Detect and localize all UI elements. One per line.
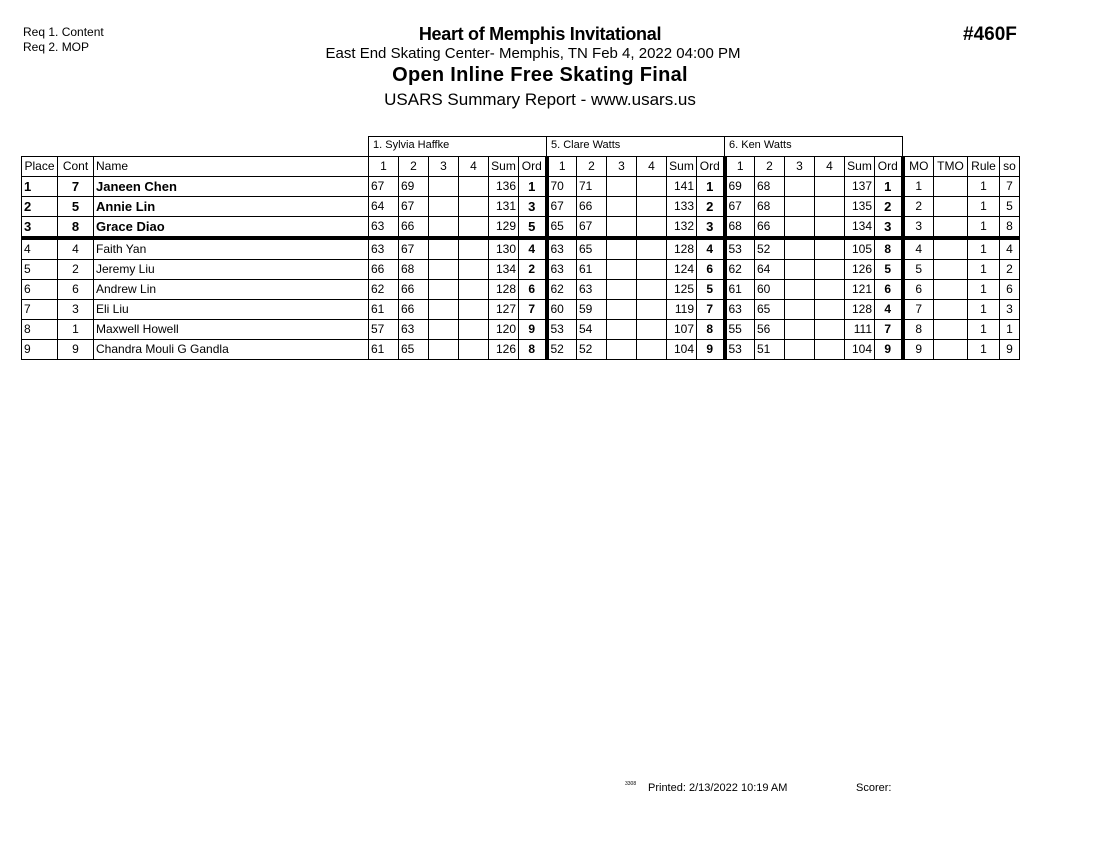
judge-1-score-1: 64 [369, 197, 399, 217]
judge-1-ordinal: 7 [519, 300, 547, 320]
judge-1-sum: 126 [489, 340, 519, 360]
judge-2-score-1: 60 [547, 300, 577, 320]
cont-cell: 1 [58, 320, 94, 340]
so-cell: 5 [1000, 197, 1020, 217]
judge-2-score-4 [637, 280, 667, 300]
col-j3-1: 1 [725, 157, 755, 177]
cont-cell: 4 [58, 238, 94, 260]
judge-3-score-3 [785, 260, 815, 280]
tmo-cell [934, 260, 968, 280]
judge-1-score-4 [459, 238, 489, 260]
judge-2-score-4 [637, 340, 667, 360]
table-row [22, 238, 1020, 260]
judge-2-score-3 [607, 238, 637, 260]
judge-3-sum: 134 [845, 217, 875, 239]
tmo-cell [934, 238, 968, 260]
judge-1-score-4 [459, 197, 489, 217]
tmo-cell [934, 300, 968, 320]
judge-2-score-4 [637, 238, 667, 260]
judge-2-ordinal: 7 [697, 300, 725, 320]
judge-2-sum: 125 [667, 280, 697, 300]
cont-cell: 6 [58, 280, 94, 300]
judge-3-score-2: 65 [755, 300, 785, 320]
judge-2-sum: 107 [667, 320, 697, 340]
judge-1-ordinal: 5 [519, 217, 547, 239]
judge-2-sum: 133 [667, 197, 697, 217]
judge-2-score-1: 52 [547, 340, 577, 360]
judge-1-score-3 [429, 238, 459, 260]
table-row [22, 280, 1020, 300]
judge-2-score-3 [607, 197, 637, 217]
judge-1-score-1: 63 [369, 217, 399, 239]
judge-3-score-4 [815, 340, 845, 360]
table-row [22, 340, 1020, 360]
judge-3-sum: 111 [845, 320, 875, 340]
judge-3-sum: 135 [845, 197, 875, 217]
judge-3-ordinal: 5 [875, 260, 903, 280]
tmo-cell [934, 217, 968, 239]
col-j3-3: 3 [785, 157, 815, 177]
judge-2-score-2: 71 [577, 177, 607, 197]
judge-2-score-2: 67 [577, 217, 607, 239]
judge-2-score-1: 70 [547, 177, 577, 197]
col-j2-ord: Ord [697, 157, 725, 177]
mo-cell: 6 [903, 280, 934, 300]
judge-2-score-2: 65 [577, 238, 607, 260]
judge-2-score-1: 53 [547, 320, 577, 340]
judge-2-sum: 128 [667, 238, 697, 260]
competition-title: Heart of Memphis Invitational [418, 24, 662, 44]
judge-2-score-2: 52 [577, 340, 607, 360]
judge-3-ordinal: 1 [875, 177, 903, 197]
judge-2-score-3 [607, 260, 637, 280]
judge-1-score-1: 61 [369, 340, 399, 360]
judge-1-score-2: 67 [399, 238, 429, 260]
skater-name-cell: Chandra Mouli G Gandla [94, 340, 369, 360]
rule-cell: 1 [968, 177, 1000, 197]
judge-1-sum: 128 [489, 280, 519, 300]
judge-2-score-2: 54 [577, 320, 607, 340]
col-j1-1: 1 [369, 157, 399, 177]
judge-1-score-4 [459, 320, 489, 340]
skater-name-cell: Maxwell Howell [94, 320, 369, 340]
mo-cell: 8 [903, 320, 934, 340]
judge-1-score-2: 69 [399, 177, 429, 197]
judge-3-score-4 [815, 300, 845, 320]
judge-1-score-4 [459, 300, 489, 320]
judge-2-sum: 141 [667, 177, 697, 197]
judge-2-ordinal: 5 [697, 280, 725, 300]
skater-name-cell: Annie Lin [94, 197, 369, 217]
place-cell: 3 [22, 217, 58, 239]
requirement-2: Req 2. MOP [23, 40, 90, 54]
tmo-cell [934, 280, 968, 300]
so-cell: 3 [1000, 300, 1020, 320]
judge-2-sum: 119 [667, 300, 697, 320]
rule-cell: 1 [968, 300, 1000, 320]
rule-cell: 1 [968, 197, 1000, 217]
col-j3-ord: Ord [875, 157, 903, 177]
cont-cell: 7 [58, 177, 94, 197]
judge-3-score-4 [815, 197, 845, 217]
judge-3-score-4 [815, 217, 845, 239]
judge-3-ordinal: 2 [875, 197, 903, 217]
event-number: #460F [963, 24, 1017, 45]
judge-2-sum: 124 [667, 260, 697, 280]
judge-3-score-1: 61 [725, 280, 755, 300]
judge-2-ordinal: 2 [697, 197, 725, 217]
judge-1-score-1: 61 [369, 300, 399, 320]
judge-1-score-4 [459, 217, 489, 239]
judge-2-score-2: 59 [577, 300, 607, 320]
judge-2-score-2: 63 [577, 280, 607, 300]
place-cell: 2 [22, 197, 58, 217]
judge-3-name: 6. Ken Watts [725, 137, 903, 157]
judge-3-score-3 [785, 238, 815, 260]
so-cell: 6 [1000, 280, 1020, 300]
col-j1-sum: Sum [489, 157, 519, 177]
judge-2-ordinal: 4 [697, 238, 725, 260]
judge-1-ordinal: 3 [519, 197, 547, 217]
judge-1-score-1: 67 [369, 177, 399, 197]
place-cell: 9 [22, 340, 58, 360]
results-table [21, 136, 1020, 360]
judge-1-score-1: 57 [369, 320, 399, 340]
judge-3-score-1: 68 [725, 217, 755, 239]
judge-1-ordinal: 9 [519, 320, 547, 340]
cont-cell: 8 [58, 217, 94, 239]
col-rule: Rule [968, 157, 1000, 177]
judge-1-ordinal: 1 [519, 177, 547, 197]
col-place: Place [22, 157, 58, 177]
so-cell: 1 [1000, 320, 1020, 340]
judge-3-score-1: 63 [725, 300, 755, 320]
so-cell: 7 [1000, 177, 1020, 197]
judge-3-score-1: 53 [725, 340, 755, 360]
judge-1-ordinal: 4 [519, 238, 547, 260]
so-cell: 9 [1000, 340, 1020, 360]
col-j2-2: 2 [577, 157, 607, 177]
table-row [22, 320, 1020, 340]
col-j3-2: 2 [755, 157, 785, 177]
place-cell: 7 [22, 300, 58, 320]
judge-1-sum: 130 [489, 238, 519, 260]
judge-3-score-1: 55 [725, 320, 755, 340]
place-cell: 1 [22, 177, 58, 197]
judge-3-sum: 126 [845, 260, 875, 280]
skater-name-cell: Andrew Lin [94, 280, 369, 300]
judge-1-score-2: 66 [399, 280, 429, 300]
judge-3-score-3 [785, 177, 815, 197]
judge-3-ordinal: 4 [875, 300, 903, 320]
skater-name-cell: Janeen Chen [94, 177, 369, 197]
judge-3-ordinal: 9 [875, 340, 903, 360]
mo-cell: 2 [903, 197, 934, 217]
table-row [22, 197, 1020, 217]
so-cell: 8 [1000, 217, 1020, 239]
judge-2-score-1: 67 [547, 197, 577, 217]
judge-2-score-1: 63 [547, 238, 577, 260]
judge-1-score-2: 67 [399, 197, 429, 217]
judge-3-ordinal: 8 [875, 238, 903, 260]
judge-2-score-4 [637, 177, 667, 197]
judge-2-ordinal: 1 [697, 177, 725, 197]
place-cell: 8 [22, 320, 58, 340]
col-cont: Cont [58, 157, 94, 177]
judge-1-sum: 136 [489, 177, 519, 197]
judge-2-score-1: 65 [547, 217, 577, 239]
col-j3-4: 4 [815, 157, 845, 177]
col-j3-sum: Sum [845, 157, 875, 177]
judge-2-score-3 [607, 300, 637, 320]
judge-3-ordinal: 3 [875, 217, 903, 239]
judge-2-score-3 [607, 320, 637, 340]
judge-1-score-3 [429, 260, 459, 280]
judge-2-score-3 [607, 177, 637, 197]
judge-2-ordinal: 6 [697, 260, 725, 280]
judge-1-ordinal: 2 [519, 260, 547, 280]
col-mo: MO [903, 157, 934, 177]
judge-1-score-1: 63 [369, 238, 399, 260]
scorer-label: Scorer: [856, 782, 892, 794]
judge-3-score-1: 53 [725, 238, 755, 260]
judge-3-score-4 [815, 260, 845, 280]
judge-2-ordinal: 8 [697, 320, 725, 340]
cont-cell: 5 [58, 197, 94, 217]
judge-2-ordinal: 3 [697, 217, 725, 239]
judge-1-score-3 [429, 217, 459, 239]
printed-timestamp: Printed: 2/13/2022 10:19 AM [648, 782, 788, 794]
mo-cell: 7 [903, 300, 934, 320]
judge-1-sum: 131 [489, 197, 519, 217]
table-row [22, 300, 1020, 320]
judge-3-score-1: 67 [725, 197, 755, 217]
requirement-1: Req 1. Content [23, 25, 104, 39]
rule-cell: 1 [968, 238, 1000, 260]
judge-header-row [22, 137, 1020, 157]
mo-cell: 3 [903, 217, 934, 239]
skater-name-cell: Grace Diao [94, 217, 369, 239]
cont-cell: 2 [58, 260, 94, 280]
results-body [22, 177, 1020, 360]
skater-name-cell: Eli Liu [94, 300, 369, 320]
judge-1-name: 1. Sylvia Haffke [369, 137, 547, 157]
col-so: so [1000, 157, 1020, 177]
judge-1-score-3 [429, 280, 459, 300]
judge-1-sum: 129 [489, 217, 519, 239]
judge-1-score-3 [429, 197, 459, 217]
judge-1-sum: 134 [489, 260, 519, 280]
judge-3-score-2: 68 [755, 197, 785, 217]
judge-3-ordinal: 6 [875, 280, 903, 300]
judge-3-score-3 [785, 280, 815, 300]
judge-3-score-2: 52 [755, 238, 785, 260]
tmo-cell [934, 177, 968, 197]
judge-2-sum: 132 [667, 217, 697, 239]
judge-1-score-4 [459, 340, 489, 360]
column-header-row [22, 157, 1020, 177]
software-version: 3308 [625, 781, 637, 787]
col-name: Name [94, 157, 369, 177]
judge-1-ordinal: 6 [519, 280, 547, 300]
judge-3-score-2: 66 [755, 217, 785, 239]
judge-1-score-2: 65 [399, 340, 429, 360]
tmo-cell [934, 340, 968, 360]
judge-2-score-4 [637, 217, 667, 239]
so-cell: 2 [1000, 260, 1020, 280]
judge-1-score-3 [429, 300, 459, 320]
col-j2-4: 4 [637, 157, 667, 177]
mo-cell: 5 [903, 260, 934, 280]
judge-2-score-2: 61 [577, 260, 607, 280]
judge-3-score-3 [785, 340, 815, 360]
judge-3-sum: 137 [845, 177, 875, 197]
cont-cell: 9 [58, 340, 94, 360]
judge-1-score-1: 66 [369, 260, 399, 280]
judge-2-score-4 [637, 260, 667, 280]
col-j1-4: 4 [459, 157, 489, 177]
judge-3-score-1: 69 [725, 177, 755, 197]
judge-3-score-4 [815, 280, 845, 300]
table-row [22, 217, 1020, 239]
report-title: USARS Summary Report - www.usars.us [384, 90, 696, 109]
judge-3-score-2: 64 [755, 260, 785, 280]
rule-cell: 1 [968, 217, 1000, 239]
rule-cell: 1 [968, 320, 1000, 340]
judge-1-score-3 [429, 320, 459, 340]
mo-cell: 9 [903, 340, 934, 360]
judge-2-ordinal: 9 [697, 340, 725, 360]
judge-3-score-1: 62 [725, 260, 755, 280]
judge-3-score-2: 51 [755, 340, 785, 360]
judge-3-score-3 [785, 197, 815, 217]
judge-3-score-3 [785, 217, 815, 239]
judge-1-score-4 [459, 177, 489, 197]
judge-1-score-4 [459, 280, 489, 300]
judge-3-score-3 [785, 320, 815, 340]
rule-cell: 1 [968, 340, 1000, 360]
venue-datetime: East End Skating Center- Memphis, TN Feb 4, 2022 04:00 PM [325, 45, 741, 62]
col-j2-3: 3 [607, 157, 637, 177]
judge-2-score-1: 62 [547, 280, 577, 300]
judge-3-score-3 [785, 300, 815, 320]
judge-2-score-3 [607, 280, 637, 300]
event-title: Open Inline Free Skating Final [392, 64, 688, 86]
judge-2-score-4 [637, 320, 667, 340]
col-j1-3: 3 [429, 157, 459, 177]
judge-2-score-3 [607, 340, 637, 360]
col-j1-2: 2 [399, 157, 429, 177]
judge-1-score-2: 66 [399, 217, 429, 239]
mo-cell: 1 [903, 177, 934, 197]
judge-2-score-1: 63 [547, 260, 577, 280]
judge-3-score-2: 68 [755, 177, 785, 197]
judge-3-score-2: 60 [755, 280, 785, 300]
cont-cell: 3 [58, 300, 94, 320]
judge-3-score-4 [815, 320, 845, 340]
rule-cell: 1 [968, 260, 1000, 280]
judge-3-ordinal: 7 [875, 320, 903, 340]
skater-name-cell: Jeremy Liu [94, 260, 369, 280]
judge-2-score-3 [607, 217, 637, 239]
judge-1-ordinal: 8 [519, 340, 547, 360]
judge-1-sum: 127 [489, 300, 519, 320]
judge-2-score-2: 66 [577, 197, 607, 217]
judge-2-score-4 [637, 300, 667, 320]
judge-1-score-4 [459, 260, 489, 280]
judge-2-sum: 104 [667, 340, 697, 360]
col-j1-ord: Ord [519, 157, 547, 177]
judge-3-score-4 [815, 177, 845, 197]
tmo-cell [934, 197, 968, 217]
place-cell: 4 [22, 238, 58, 260]
table-row [22, 177, 1020, 197]
judge-1-score-2: 63 [399, 320, 429, 340]
judge-1-score-1: 62 [369, 280, 399, 300]
col-j2-1: 1 [547, 157, 577, 177]
tmo-cell [934, 320, 968, 340]
skater-name-cell: Faith Yan [94, 238, 369, 260]
judge-2-score-4 [637, 197, 667, 217]
mo-cell: 4 [903, 238, 934, 260]
judge-3-score-4 [815, 238, 845, 260]
rule-cell: 1 [968, 280, 1000, 300]
judge-1-sum: 120 [489, 320, 519, 340]
judge-1-score-3 [429, 340, 459, 360]
judge-1-score-3 [429, 177, 459, 197]
col-j2-sum: Sum [667, 157, 697, 177]
judge-3-sum: 104 [845, 340, 875, 360]
judge-2-name: 5. Clare Watts [547, 137, 725, 157]
table-row [22, 260, 1020, 280]
judge-1-score-2: 66 [399, 300, 429, 320]
place-cell: 5 [22, 260, 58, 280]
place-cell: 6 [22, 280, 58, 300]
judge-3-score-2: 56 [755, 320, 785, 340]
judge-1-score-2: 68 [399, 260, 429, 280]
col-tmo: TMO [934, 157, 968, 177]
judge-3-sum: 105 [845, 238, 875, 260]
judge-3-sum: 121 [845, 280, 875, 300]
so-cell: 4 [1000, 238, 1020, 260]
judge-3-sum: 128 [845, 300, 875, 320]
